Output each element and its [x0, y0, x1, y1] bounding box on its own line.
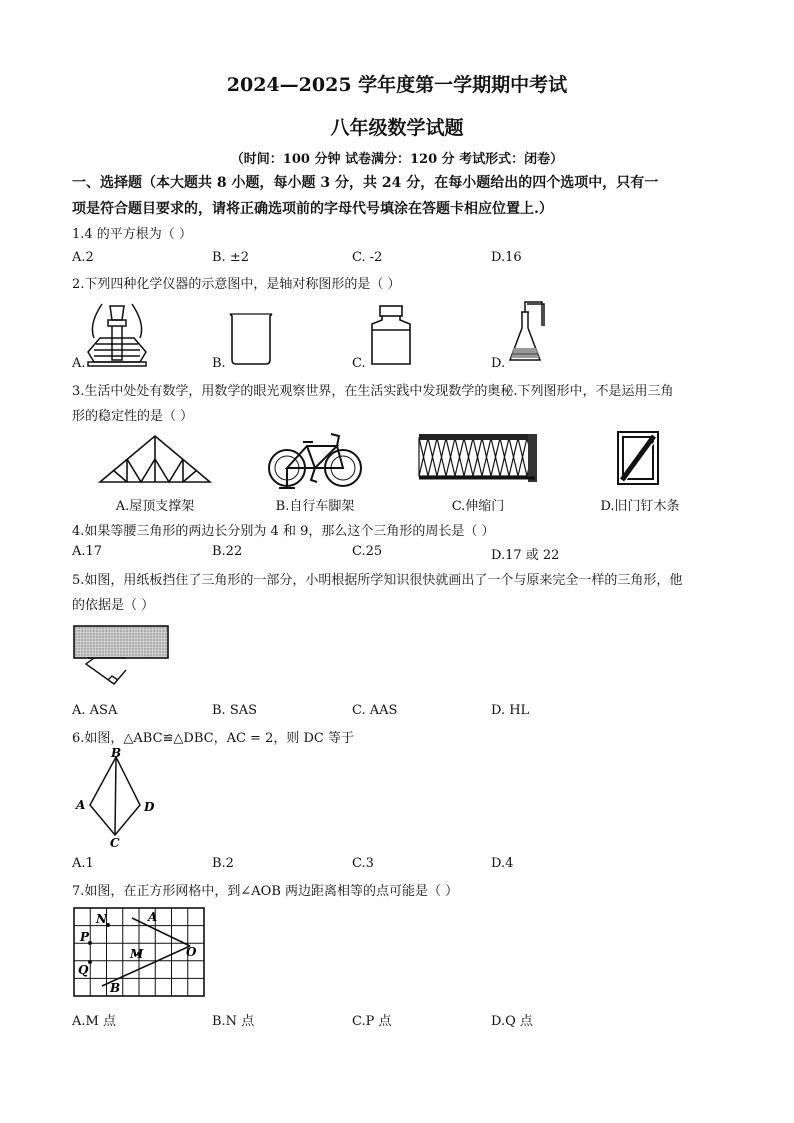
q7-option-b: B.N 点: [212, 1014, 255, 1029]
vertex-label-b: B: [111, 747, 122, 760]
q2-option-b: B.: [212, 356, 226, 371]
point-label-q: Q: [78, 963, 89, 977]
section-header-line1: 一、选择题（本大题共 8 小题，每小题 3 分，共 24 分，在每小题给出的四个选项中，只有一: [72, 175, 659, 191]
q4-option-d: D.17 或 22: [491, 548, 560, 563]
q7-option-a: A.M 点: [72, 1014, 116, 1029]
point-label-p: P: [80, 930, 90, 944]
q7-option-c: C.P 点: [352, 1014, 392, 1029]
question-3-line1: 3.生活中处处有数学，用数学的眼光观察世界，在生活实践中发现数学的奥秘.下列图形中，不是运用三角: [72, 384, 674, 399]
roof-truss-figure: [98, 432, 212, 486]
kite-abcd-figure: [72, 747, 162, 851]
question-2-stem: 2.下列四种化学仪器的示意图中，是轴对称图形的是（ ）: [72, 277, 401, 292]
q6-option-d: D.4: [491, 856, 514, 871]
q5-option-c: C. AAS: [352, 703, 398, 718]
exam-subtitle: 八年级数学试题: [330, 117, 464, 139]
flask-figure: [506, 298, 550, 368]
q2-option-d: D.: [491, 356, 506, 371]
question-5-line2: 的依据是（ ）: [72, 598, 155, 613]
q1-option-c: C. -2: [352, 250, 383, 265]
q1-option-d: D.16: [491, 250, 522, 265]
bicycle-figure: [265, 428, 365, 490]
q3-caption-a: A.屋顶支撑架: [115, 499, 195, 514]
question-6-stem: 6.如图，△ABC≌△DBC，AC = 2，则 DC 等于: [72, 731, 354, 746]
section-header-line2: 项是符合题目要求的，请将正确选项前的字母代号填涂在答题卡相应位置上.）: [72, 201, 553, 217]
q3-caption-c: C.伸缩门: [451, 499, 505, 514]
reagent-bottle-figure: [368, 304, 414, 368]
question-4-stem: 4.如果等腰三角形的两边长分别为 4 和 9，那么这个三角形的周长是（ ）: [72, 524, 495, 539]
question-5-line1: 5.如图，用纸板挡住了三角形的一部分，小明根据所学知识很快就画出了一个与原来完全一样的三角形，他: [72, 573, 683, 588]
q6-option-c: C.3: [352, 856, 374, 871]
q5-option-b: B. SAS: [212, 703, 258, 718]
alcohol-lamp-figure: [80, 298, 154, 370]
q4-option-b: B.22: [212, 544, 243, 559]
exam-info: （时间：100 分钟 试卷满分：120 分 考试形式：闭卷）: [230, 152, 564, 167]
exam-title: 2024—2025 学年度第一学期期中考试: [226, 74, 568, 96]
question-7-stem: 7.如图，在正方形网格中，到∠AOB 两边距离相等的点可能是（ ）: [72, 884, 459, 899]
square-grid-angle-figure: [72, 906, 206, 998]
question-1-stem: 1.4 的平方根为（ ）: [72, 227, 192, 242]
vertex-label-d: D: [144, 800, 155, 814]
q6-option-b: B.2: [212, 856, 234, 871]
q4-option-a: A.17: [72, 544, 103, 559]
point-label-a: A: [148, 910, 158, 924]
q1-option-a: A.2: [72, 250, 94, 265]
question-3-line2: 形的稳定性的是（ ）: [72, 409, 194, 424]
q5-option-a: A. ASA: [72, 703, 118, 718]
q1-option-b: B. ±2: [212, 250, 249, 265]
old-door-figure: [616, 430, 660, 486]
q2-option-c: C.: [352, 356, 366, 371]
vertex-label-a: A: [76, 798, 86, 812]
q5-option-d: D. HL: [491, 703, 530, 718]
point-label-o: O: [186, 945, 197, 959]
q3-caption-b: B.自行车脚架: [275, 499, 355, 514]
point-label-b: B: [110, 981, 121, 995]
q4-option-c: C.25: [352, 544, 383, 559]
covered-triangle-figure: [72, 624, 170, 688]
q6-option-a: A.1: [72, 856, 94, 871]
q2-option-a: A.: [72, 356, 86, 371]
folding-gate-figure: [418, 432, 538, 484]
point-label-n: N: [96, 912, 107, 926]
vertex-label-c: C: [110, 836, 120, 850]
point-label-m: M: [130, 947, 144, 961]
q7-option-d: D.Q 点: [491, 1014, 533, 1029]
q3-caption-d: D.旧门钉木条: [600, 499, 680, 514]
beaker-figure: [228, 310, 274, 366]
